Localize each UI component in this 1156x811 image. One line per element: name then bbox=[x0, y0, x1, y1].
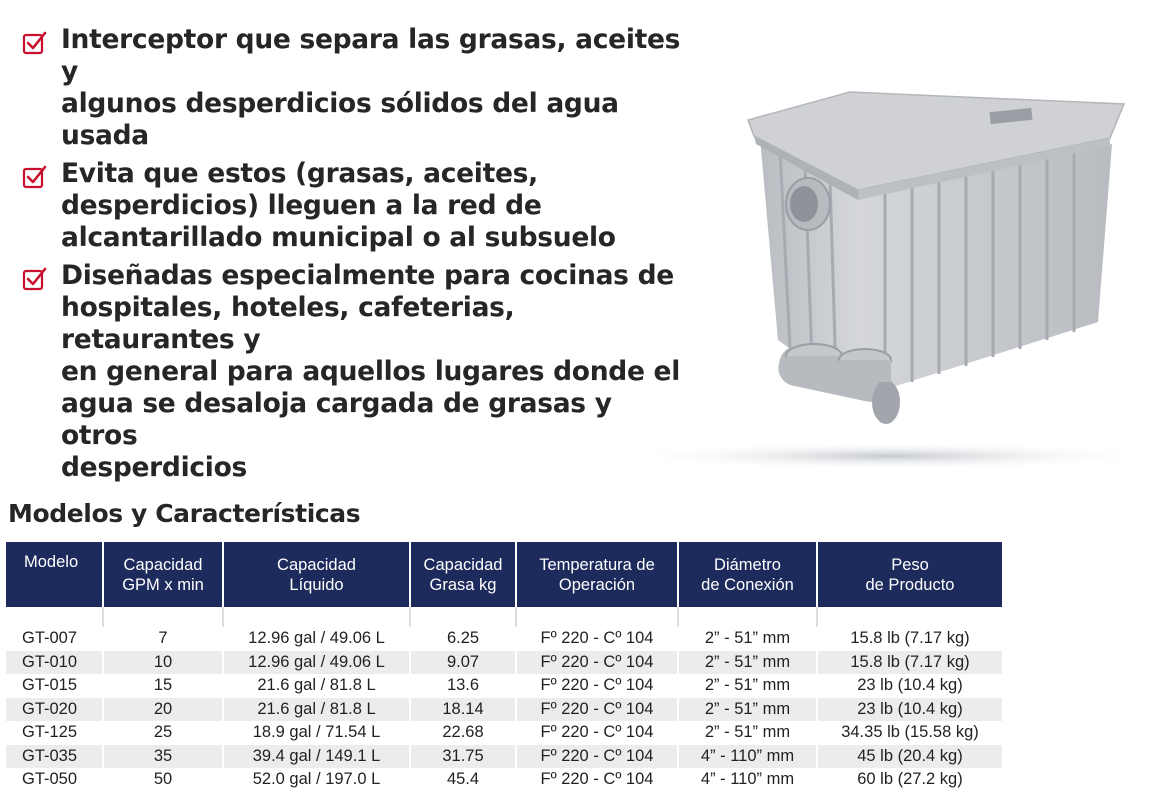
column-header: Capacidad GPM x min bbox=[103, 542, 223, 607]
column-header: Temperatura de Operación bbox=[516, 542, 678, 607]
feature-text: Evita que estos (grasas, aceites, desperdicios) lleguen a la red de alcantarillado municipal o al subsuelo bbox=[61, 158, 616, 253]
table-cell: 45 lb (20.4 kg) bbox=[817, 745, 1002, 769]
table-row bbox=[6, 698, 1002, 722]
table-cell: 45.4 bbox=[410, 768, 516, 792]
table-cell: 6.25 bbox=[410, 627, 516, 651]
table-cell: Fº 220 - Cº 104 bbox=[516, 674, 678, 698]
table-cell: Fº 220 - Cº 104 bbox=[516, 698, 678, 722]
table-cell: 52.0 gal / 197.0 L bbox=[223, 768, 410, 792]
table-cell: 2” - 51” mm bbox=[678, 651, 817, 675]
table-cell: 2” - 51” mm bbox=[678, 698, 817, 722]
checkbox-checked-icon bbox=[22, 164, 48, 190]
table-cell: 18.9 gal / 71.54 L bbox=[223, 721, 410, 745]
table-cell: 23 lb (10.4 kg) bbox=[817, 698, 1002, 722]
feature-item bbox=[22, 158, 682, 254]
column-header: Capacidad Líquido bbox=[223, 542, 410, 607]
table-cell: GT-010 bbox=[6, 651, 103, 675]
table-cell: 18.14 bbox=[410, 698, 516, 722]
table-cell: 21.6 gal / 81.8 L bbox=[223, 698, 410, 722]
table-cell: GT-050 bbox=[6, 768, 103, 792]
table-cell: 22.68 bbox=[410, 721, 516, 745]
checkbox-checked-icon bbox=[22, 266, 48, 292]
table-cell: Fº 220 - Cº 104 bbox=[516, 745, 678, 769]
table-cell: 31.75 bbox=[410, 745, 516, 769]
table-row bbox=[6, 674, 1002, 698]
column-header: Diámetro de Conexión bbox=[678, 542, 817, 607]
table-cell: 2” - 51” mm bbox=[678, 721, 817, 745]
table-cell: 39.4 gal / 149.1 L bbox=[223, 745, 410, 769]
table-spacer-row bbox=[6, 607, 1002, 627]
models-table bbox=[6, 542, 1002, 792]
table-cell: 25 bbox=[103, 721, 223, 745]
table-cell: 4” - 110” mm bbox=[678, 768, 817, 792]
table-cell: Fº 220 - Cº 104 bbox=[516, 627, 678, 651]
table-row bbox=[6, 745, 1002, 769]
table-header-row bbox=[6, 542, 1002, 607]
table-cell: Fº 220 - Cº 104 bbox=[516, 721, 678, 745]
table-cell: 15 bbox=[103, 674, 223, 698]
table-cell: Fº 220 - Cº 104 bbox=[516, 768, 678, 792]
table-cell: 13.6 bbox=[410, 674, 516, 698]
feature-text: Interceptor que separa las grasas, aceites y algunos desperdicios sólidos del agua usada bbox=[61, 24, 681, 151]
table-cell: Fº 220 - Cº 104 bbox=[516, 651, 678, 675]
table-cell: 4” - 110” mm bbox=[678, 745, 817, 769]
table-cell: 21.6 gal / 81.8 L bbox=[223, 674, 410, 698]
table-cell: 2” - 51” mm bbox=[678, 627, 817, 651]
feature-item bbox=[22, 260, 682, 484]
column-header: Peso de Producto bbox=[817, 542, 1002, 607]
table-cell: GT-035 bbox=[6, 745, 103, 769]
table-cell: 34.35 lb (15.58 kg) bbox=[817, 721, 1002, 745]
table-row bbox=[6, 768, 1002, 792]
table-cell: 7 bbox=[103, 627, 223, 651]
feature-item bbox=[22, 24, 682, 152]
table-cell: 12.96 gal / 49.06 L bbox=[223, 651, 410, 675]
feature-text: Diseñadas especialmente para cocinas de hospitales, hoteles, cafeterias, retaurantes y en general para aquellos lugares donde el agua se desaloja cargada de grasas y otros desperdicios bbox=[61, 260, 681, 483]
table-cell: 9.07 bbox=[410, 651, 516, 675]
table-cell: 12.96 gal / 49.06 L bbox=[223, 627, 410, 651]
table-cell: GT-007 bbox=[6, 627, 103, 651]
table-row bbox=[6, 651, 1002, 675]
table-cell: GT-020 bbox=[6, 698, 103, 722]
table-cell: 15.8 lb (7.17 kg) bbox=[817, 627, 1002, 651]
column-header: Capacidad Grasa kg bbox=[410, 542, 516, 607]
table-cell: 15.8 lb (7.17 kg) bbox=[817, 651, 1002, 675]
section-title: Modelos y Características bbox=[8, 499, 361, 528]
table-row bbox=[6, 627, 1002, 651]
table-cell: GT-125 bbox=[6, 721, 103, 745]
table-cell: 2” - 51” mm bbox=[678, 674, 817, 698]
table-row bbox=[6, 721, 1002, 745]
table-cell: 60 lb (27.2 kg) bbox=[817, 768, 1002, 792]
table-cell: 20 bbox=[103, 698, 223, 722]
table-cell: 50 bbox=[103, 768, 223, 792]
table-cell: GT-015 bbox=[6, 674, 103, 698]
column-header: Modelo bbox=[6, 542, 103, 607]
table-cell: 10 bbox=[103, 651, 223, 675]
checkbox-checked-icon bbox=[22, 30, 48, 56]
table-cell: 23 lb (10.4 kg) bbox=[817, 674, 1002, 698]
feature-list bbox=[22, 24, 682, 490]
grease-interceptor-image bbox=[600, 78, 1156, 478]
table-cell: 35 bbox=[103, 745, 223, 769]
